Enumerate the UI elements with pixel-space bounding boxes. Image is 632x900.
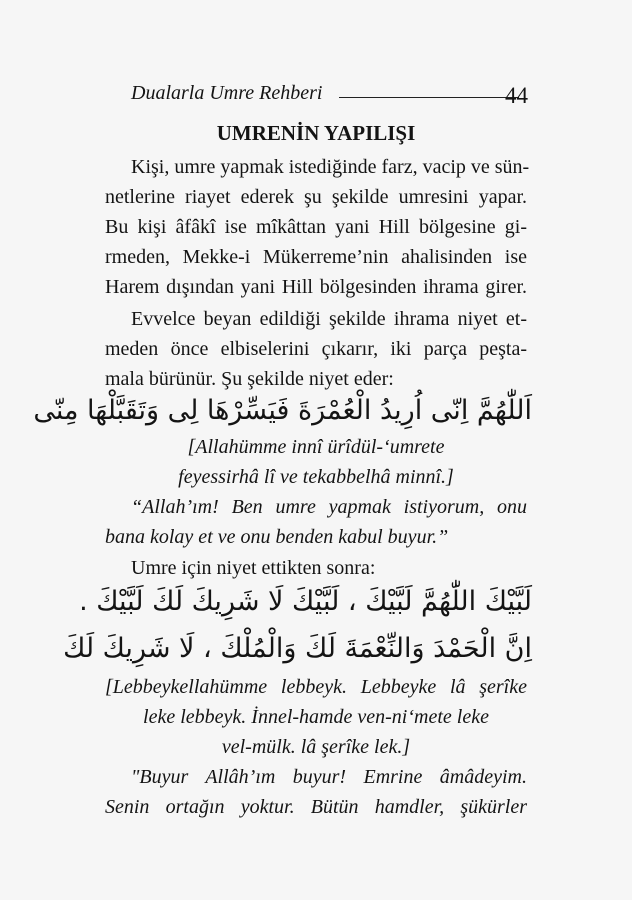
arabic-telbiye-line: اِنَّ الْحَمْدَ وَالنِّعْمَةَ لَكَ وَالْمُلْكَ ، لَا شَرِيكَ لَكَ xyxy=(63,633,532,664)
page-number: 44 xyxy=(505,83,528,108)
header-rule xyxy=(339,97,519,98)
transliteration-line: [Lebbeykellahümme lebbeyk. Lebbeyke lâ şerîke xyxy=(105,676,527,698)
paragraph-line: Bu kişi âfâkî ise mîkâttan yani Hill bölgesine gi- xyxy=(105,216,527,238)
book-title: Dualarla Umre Rehberi xyxy=(131,82,323,104)
translation-line: "Buyur Allâh’ım buyur! Emrine âmâdeyim. xyxy=(131,766,527,788)
transliteration-line: [Allahümme innî ürîdül-‘umrete xyxy=(187,436,445,458)
paragraph-line: Harem dışından yani Hill bölgesinden ihrama girer. xyxy=(105,276,527,298)
translation-line: bana kolay et ve onu benden kabul buyur.” xyxy=(105,526,449,548)
translation-line: “Allah’ım! Ben umre yapmak istiyorum, onu xyxy=(131,496,527,518)
paragraph-line: mala bürünür. Şu şekilde niyet eder: xyxy=(105,368,394,390)
transliteration-line: feyessirhâ lî ve tekabbelhâ minnî.] xyxy=(178,466,454,488)
paragraph-line: rmeden, Mekke-i Mükerreme’nin ahalisinden ise xyxy=(105,246,527,268)
paragraph-line: Umre için niyet ettikten sonra: xyxy=(131,557,376,579)
translation-line: Senin ortağın yoktur. Bütün hamdler, şükürler xyxy=(105,796,527,818)
arabic-niyet-text: اَللّٰهُمَّ اِنّى اُرِيدُ الْعُمْرَةَ فَيَسِّرْهَا لِى وَتَقَبَّلْهَا مِنّى xyxy=(33,395,532,426)
section-title: UMRENİN YAPILIŞI xyxy=(216,121,416,145)
paragraph-line: Kişi, umre yapmak istediğinde farz, vacip ve sün- xyxy=(131,156,530,178)
transliteration-line: leke lebbeyk. İnnel-hamde ven-ni‘mete leke xyxy=(143,706,489,728)
transliteration-line: vel-mülk. lâ şerîke lek.] xyxy=(221,736,411,758)
paragraph-line: netlerine riayet ederek şu şekilde umresini yapar. xyxy=(105,186,527,208)
paragraph-line: Evvelce beyan edildiği şekilde ihrama niyet et- xyxy=(131,308,527,330)
paragraph-line: meden önce elbiselerini çıkarır, iki parça peşta- xyxy=(105,338,527,360)
running-header xyxy=(131,80,531,110)
arabic-telbiye-line: لَبَّيْكَ اللّٰهُمَّ لَبَّيْكَ ، لَبَّيْكَ لَا شَرِيكَ لَكَ لَبَّيْكَ . xyxy=(79,586,532,617)
